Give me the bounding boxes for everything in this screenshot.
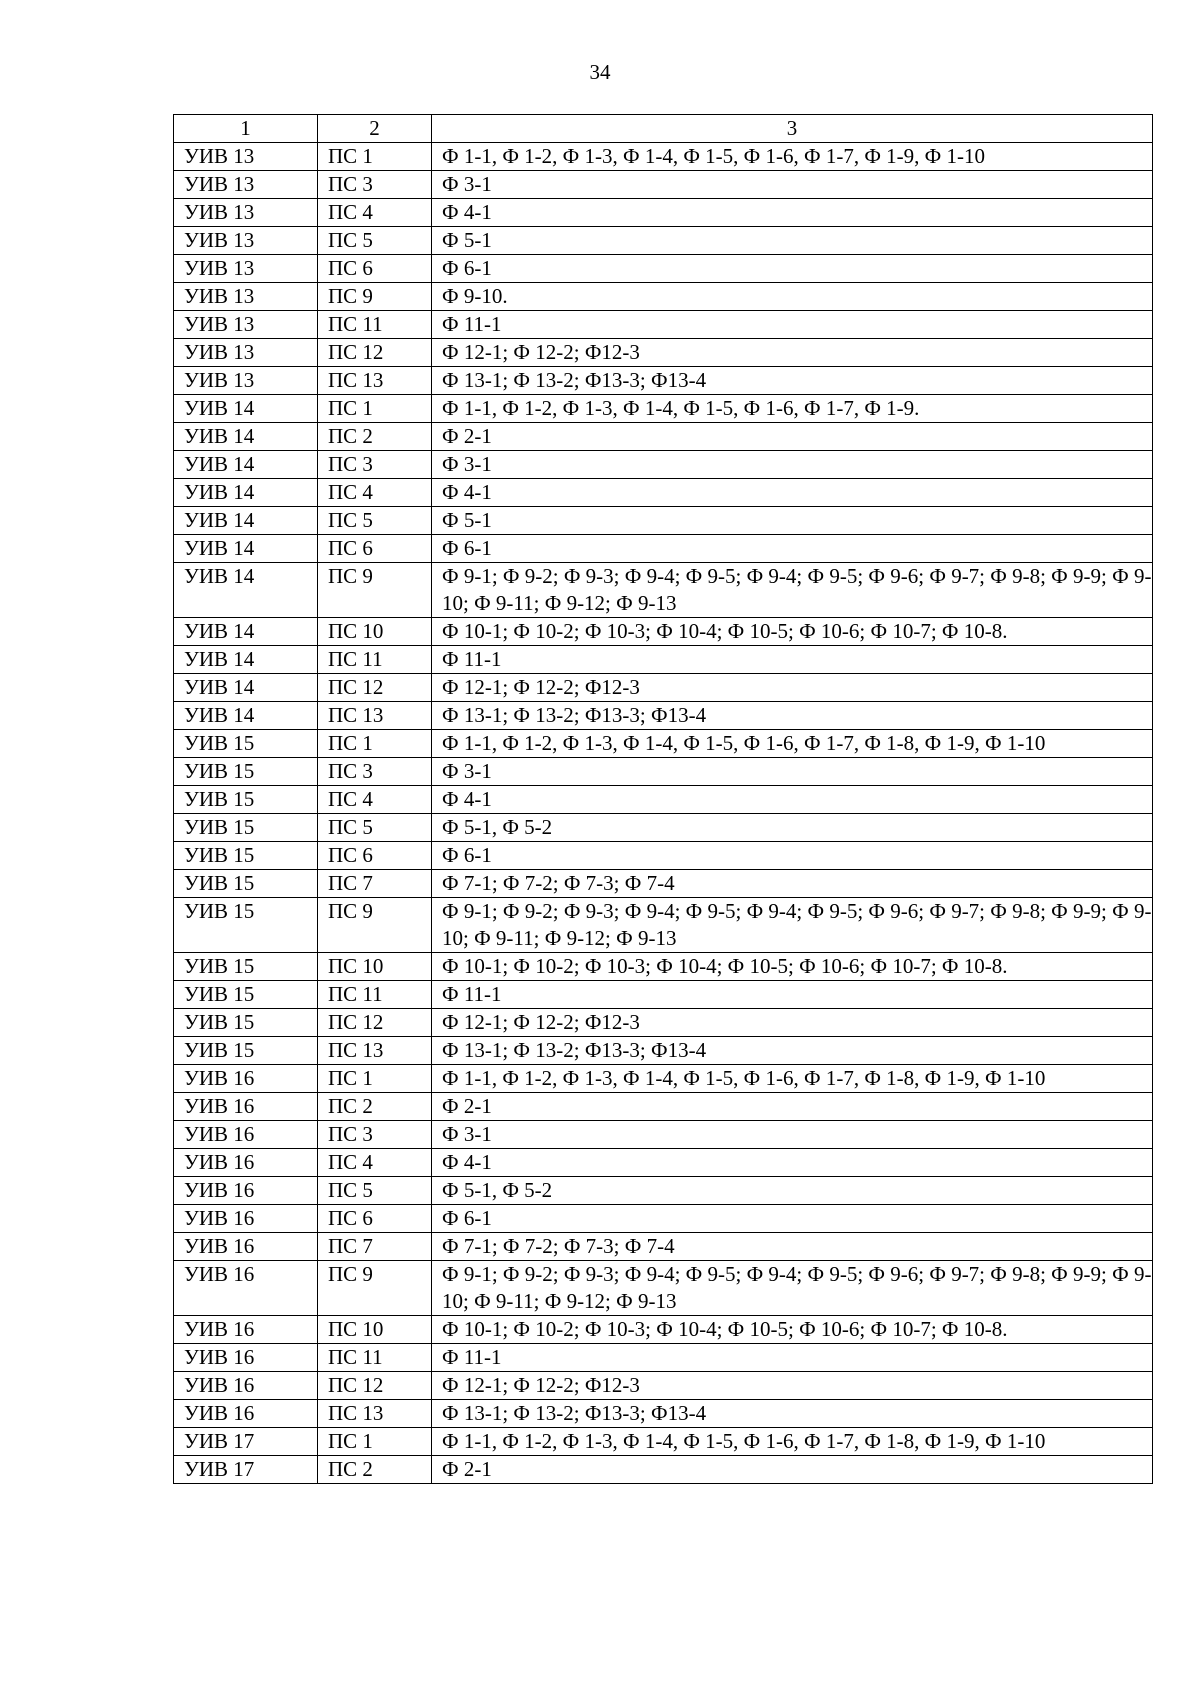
header-cell-2: 2 [318,115,432,143]
feeders-cell: Ф 2-1 [432,423,1153,451]
table-row [174,255,1153,283]
substation-cell: ПС 9 [318,563,432,618]
substation-cell: ПС 12 [318,339,432,367]
feeders-cell: Ф 9-1; Ф 9-2; Ф 9-3; Ф 9-4; Ф 9-5; Ф 9-4; Ф 9-5; Ф 9-6; Ф 9-7; Ф 9-8; Ф 9-9; Ф 9-10; Ф 9-11; Ф 9-12; Ф 9-13 [432,1261,1153,1316]
substation-cell: ПС 4 [318,1149,432,1177]
table-row [174,171,1153,199]
substation-cell: ПС 10 [318,1316,432,1344]
substation-cell: ПС 13 [318,1400,432,1428]
unit-cell: УИВ 16 [174,1205,318,1233]
feeders-cell: Ф 1-1, Ф 1-2, Ф 1-3, Ф 1-4, Ф 1-5, Ф 1-6, Ф 1-7, Ф 1-8, Ф 1-9, Ф 1-10 [432,730,1153,758]
substation-cell: ПС 11 [318,646,432,674]
feeders-cell: Ф 13-1; Ф 13-2; Ф13-3; Ф13-4 [432,702,1153,730]
table-row [174,758,1153,786]
feeders-cell: Ф 5-1, Ф 5-2 [432,814,1153,842]
unit-cell: УИВ 13 [174,143,318,171]
feeders-cell: Ф 10-1; Ф 10-2; Ф 10-3; Ф 10-4; Ф 10-5; Ф 10-6; Ф 10-7; Ф 10-8. [432,1316,1153,1344]
feeders-cell: Ф 6-1 [432,1205,1153,1233]
feeders-cell: Ф 11-1 [432,311,1153,339]
substation-cell: ПС 5 [318,1177,432,1205]
substation-cell: ПС 6 [318,1205,432,1233]
unit-cell: УИВ 16 [174,1316,318,1344]
unit-cell: УИВ 13 [174,171,318,199]
table-body [174,115,1153,1484]
unit-cell: УИВ 14 [174,507,318,535]
unit-cell: УИВ 15 [174,814,318,842]
unit-cell: УИВ 16 [174,1065,318,1093]
table-row [174,563,1153,618]
feeders-cell: Ф 3-1 [432,171,1153,199]
table-row [174,1316,1153,1344]
substation-cell: ПС 1 [318,143,432,171]
table-row [174,423,1153,451]
table-row [174,1065,1153,1093]
substation-cell: ПС 1 [318,395,432,423]
unit-cell: УИВ 14 [174,563,318,618]
header-cell-3: 3 [432,115,1153,143]
substation-cell: ПС 4 [318,786,432,814]
substation-cell: ПС 10 [318,953,432,981]
table-row [174,1400,1153,1428]
unit-cell: УИВ 14 [174,535,318,563]
table-row [174,535,1153,563]
substation-cell: ПС 6 [318,535,432,563]
feeders-cell: Ф 5-1 [432,227,1153,255]
feeders-cell: Ф 9-1; Ф 9-2; Ф 9-3; Ф 9-4; Ф 9-5; Ф 9-4; Ф 9-5; Ф 9-6; Ф 9-7; Ф 9-8; Ф 9-9; Ф 9-10; Ф 9-11; Ф 9-12; Ф 9-13 [432,563,1153,618]
unit-cell: УИВ 17 [174,1456,318,1484]
unit-cell: УИВ 16 [174,1344,318,1372]
unit-cell: УИВ 17 [174,1428,318,1456]
feeders-cell: Ф 7-1; Ф 7-2; Ф 7-3; Ф 7-4 [432,870,1153,898]
table-row [174,674,1153,702]
substation-cell: ПС 13 [318,1037,432,1065]
feeders-cell: Ф 6-1 [432,255,1153,283]
feeders-cell: Ф 4-1 [432,1149,1153,1177]
substation-cell: ПС 11 [318,1344,432,1372]
page-number: 34 [589,60,611,84]
unit-cell: УИВ 16 [174,1261,318,1316]
table-row [174,395,1153,423]
unit-cell: УИВ 14 [174,451,318,479]
substation-cell: ПС 10 [318,618,432,646]
feeders-cell: Ф 1-1, Ф 1-2, Ф 1-3, Ф 1-4, Ф 1-5, Ф 1-6, Ф 1-7, Ф 1-8, Ф 1-9, Ф 1-10 [432,1428,1153,1456]
substation-cell: ПС 9 [318,898,432,953]
table-row [174,339,1153,367]
unit-cell: УИВ 14 [174,479,318,507]
unit-cell: УИВ 15 [174,981,318,1009]
unit-cell: УИВ 16 [174,1121,318,1149]
table-row [174,1428,1153,1456]
substation-cell: ПС 5 [318,507,432,535]
table-row [174,227,1153,255]
feeders-cell: Ф 9-1; Ф 9-2; Ф 9-3; Ф 9-4; Ф 9-5; Ф 9-4; Ф 9-5; Ф 9-6; Ф 9-7; Ф 9-8; Ф 9-9; Ф 9-10; Ф 9-11; Ф 9-12; Ф 9-13 [432,898,1153,953]
unit-cell: УИВ 16 [174,1149,318,1177]
unit-cell: УИВ 16 [174,1177,318,1205]
feeders-cell: Ф 6-1 [432,842,1153,870]
table-row [174,1261,1153,1316]
table-row [174,199,1153,227]
table-row [174,1344,1153,1372]
substation-cell: ПС 13 [318,702,432,730]
table-row [174,953,1153,981]
unit-cell: УИВ 15 [174,953,318,981]
substation-cell: ПС 4 [318,479,432,507]
unit-cell: УИВ 14 [174,618,318,646]
unit-cell: УИВ 15 [174,898,318,953]
feeders-cell: Ф 12-1; Ф 12-2; Ф12-3 [432,674,1153,702]
unit-cell: УИВ 15 [174,870,318,898]
unit-cell: УИВ 13 [174,367,318,395]
substation-cell: ПС 7 [318,1233,432,1261]
table-row [174,451,1153,479]
table-row [174,143,1153,171]
feeders-cell: Ф 2-1 [432,1093,1153,1121]
unit-cell: УИВ 14 [174,395,318,423]
substation-cell: ПС 5 [318,814,432,842]
header-cell-1: 1 [174,115,318,143]
substation-cell: ПС 3 [318,171,432,199]
feeders-cell: Ф 11-1 [432,981,1153,1009]
unit-cell: УИВ 15 [174,786,318,814]
table-row [174,1205,1153,1233]
table-row [174,870,1153,898]
unit-cell: УИВ 13 [174,339,318,367]
feeders-cell: Ф 4-1 [432,199,1153,227]
unit-cell: УИВ 13 [174,311,318,339]
feeders-cell: Ф 5-1, Ф 5-2 [432,1177,1153,1205]
table-row [174,981,1153,1009]
table-row [174,479,1153,507]
substation-cell: ПС 3 [318,451,432,479]
substation-cell: ПС 5 [318,227,432,255]
substation-cell: ПС 12 [318,1372,432,1400]
table-row [174,898,1153,953]
table-row [174,702,1153,730]
feeders-cell: Ф 10-1; Ф 10-2; Ф 10-3; Ф 10-4; Ф 10-5; Ф 10-6; Ф 10-7; Ф 10-8. [432,953,1153,981]
unit-cell: УИВ 14 [174,646,318,674]
feeders-cell: Ф 1-1, Ф 1-2, Ф 1-3, Ф 1-4, Ф 1-5, Ф 1-6, Ф 1-7, Ф 1-9. [432,395,1153,423]
unit-cell: УИВ 15 [174,1009,318,1037]
feeders-cell: Ф 3-1 [432,1121,1153,1149]
unit-cell: УИВ 15 [174,842,318,870]
table-row [174,1177,1153,1205]
substation-cell: ПС 4 [318,199,432,227]
table-row [174,842,1153,870]
substation-cell: ПС 13 [318,367,432,395]
substation-cell: ПС 2 [318,423,432,451]
table-row [174,283,1153,311]
substation-cell: ПС 2 [318,1093,432,1121]
feeders-cell: Ф 10-1; Ф 10-2; Ф 10-3; Ф 10-4; Ф 10-5; Ф 10-6; Ф 10-7; Ф 10-8. [432,618,1153,646]
feeders-cell: Ф 1-1, Ф 1-2, Ф 1-3, Ф 1-4, Ф 1-5, Ф 1-6, Ф 1-7, Ф 1-9, Ф 1-10 [432,143,1153,171]
feeders-cell: Ф 13-1; Ф 13-2; Ф13-3; Ф13-4 [432,1037,1153,1065]
feeders-cell: Ф 11-1 [432,1344,1153,1372]
feeders-cell: Ф 3-1 [432,758,1153,786]
unit-cell: УИВ 13 [174,283,318,311]
feeders-cell: Ф 12-1; Ф 12-2; Ф12-3 [432,1009,1153,1037]
substation-cell: ПС 11 [318,311,432,339]
feeders-cell: Ф 9-10. [432,283,1153,311]
table-row [174,786,1153,814]
substation-cell: ПС 1 [318,1065,432,1093]
feeders-cell: Ф 12-1; Ф 12-2; Ф12-3 [432,339,1153,367]
table-row [174,1456,1153,1484]
substation-cell: ПС 9 [318,1261,432,1316]
table-row [174,507,1153,535]
substation-cell: ПС 2 [318,1456,432,1484]
table-row [174,618,1153,646]
unit-cell: УИВ 15 [174,730,318,758]
feeders-cell: Ф 11-1 [432,646,1153,674]
feeders-cell: Ф 3-1 [432,451,1153,479]
unit-cell: УИВ 16 [174,1400,318,1428]
unit-cell: УИВ 15 [174,758,318,786]
table-row [174,646,1153,674]
unit-cell: УИВ 13 [174,199,318,227]
unit-cell: УИВ 16 [174,1372,318,1400]
feeders-cell: Ф 12-1; Ф 12-2; Ф12-3 [432,1372,1153,1400]
table-row [174,1121,1153,1149]
table-header-row [174,115,1153,143]
table-row [174,814,1153,842]
substation-cell: ПС 6 [318,842,432,870]
feeders-cell: Ф 4-1 [432,479,1153,507]
substation-cell: ПС 1 [318,730,432,758]
table-row [174,1149,1153,1177]
table-row [174,1372,1153,1400]
unit-cell: УИВ 13 [174,227,318,255]
table-row [174,1037,1153,1065]
substation-cell: ПС 9 [318,283,432,311]
feeders-cell: Ф 13-1; Ф 13-2; Ф13-3; Ф13-4 [432,367,1153,395]
unit-cell: УИВ 15 [174,1037,318,1065]
feeders-cell: Ф 7-1; Ф 7-2; Ф 7-3; Ф 7-4 [432,1233,1153,1261]
unit-cell: УИВ 14 [174,423,318,451]
unit-cell: УИВ 14 [174,702,318,730]
unit-cell: УИВ 13 [174,255,318,283]
feeders-cell: Ф 4-1 [432,786,1153,814]
feeders-cell: Ф 13-1; Ф 13-2; Ф13-3; Ф13-4 [432,1400,1153,1428]
feeders-cell: Ф 2-1 [432,1456,1153,1484]
feeders-cell: Ф 1-1, Ф 1-2, Ф 1-3, Ф 1-4, Ф 1-5, Ф 1-6, Ф 1-7, Ф 1-8, Ф 1-9, Ф 1-10 [432,1065,1153,1093]
substation-cell: ПС 7 [318,870,432,898]
unit-cell: УИВ 14 [174,674,318,702]
table-row [174,1233,1153,1261]
substation-cell: ПС 12 [318,674,432,702]
substation-cell: ПС 1 [318,1428,432,1456]
substation-cell: ПС 11 [318,981,432,1009]
substation-cell: ПС 3 [318,758,432,786]
table-row [174,730,1153,758]
substation-cell: ПС 3 [318,1121,432,1149]
feeders-cell: Ф 5-1 [432,507,1153,535]
table-row [174,1009,1153,1037]
unit-cell: УИВ 16 [174,1233,318,1261]
unit-cell: УИВ 16 [174,1093,318,1121]
substation-cell: ПС 12 [318,1009,432,1037]
data-table [173,114,1153,1484]
table-row [174,367,1153,395]
substation-cell: ПС 6 [318,255,432,283]
table-row [174,1093,1153,1121]
feeders-cell: Ф 6-1 [432,535,1153,563]
table-row [174,311,1153,339]
